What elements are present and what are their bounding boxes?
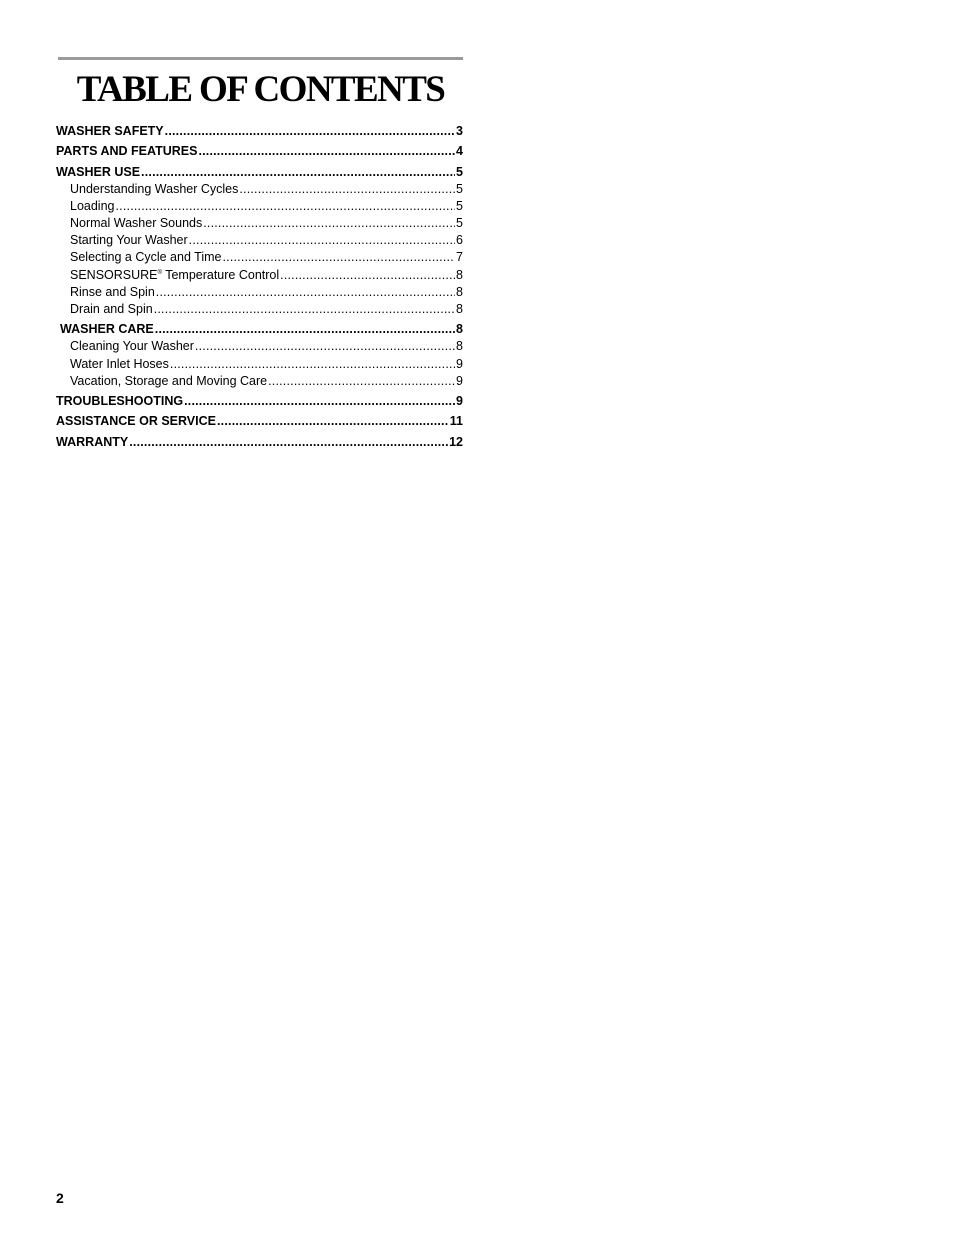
toc-entry-page: 5	[456, 165, 463, 179]
dot-leader	[154, 301, 455, 317]
toc-entry-label: PARTS AND FEATURES	[56, 144, 198, 158]
toc-entry-warranty[interactable]	[56, 434, 463, 450]
toc-entry-label: ASSISTANCE OR SERVICE	[56, 414, 216, 428]
toc-entry-label: Starting Your Washer	[70, 233, 188, 247]
toc-entry-label: TROUBLESHOOTING	[56, 394, 184, 408]
toc-entry-page: 9	[456, 357, 463, 371]
dot-leader	[156, 284, 455, 300]
toc-entry-page: 8	[456, 302, 463, 316]
toc-entry-label: Drain and Spin	[70, 302, 153, 316]
dot-leader	[129, 434, 448, 450]
toc-entry-label: Water Inlet Hoses	[70, 357, 169, 371]
toc-entry-page: 8	[456, 322, 463, 336]
toc-entry-selecting[interactable]	[56, 249, 463, 265]
toc-entry-starting[interactable]	[56, 232, 463, 248]
toc-entry-parts-and-features[interactable]	[56, 143, 463, 159]
toc-entry-page: 9	[456, 374, 463, 388]
toc-entry-page: 3	[456, 124, 463, 138]
toc-entry-label: WASHER USE	[56, 165, 141, 179]
toc-entry-label: Rinse and Spin	[70, 285, 155, 299]
toc-entry-label: Understanding Washer Cycles	[70, 182, 239, 196]
toc-entry-page: 8	[456, 268, 463, 282]
toc-entry-label: Selecting a Cycle and Time	[70, 250, 222, 264]
dot-leader	[170, 356, 455, 372]
dot-leader	[239, 181, 455, 197]
toc-entry-inlet-hoses[interactable]	[56, 356, 463, 372]
toc-entry-label-brand: SENSORSURE	[70, 268, 158, 282]
toc-entry-assistance[interactable]	[56, 413, 463, 429]
toc-entry-page: 4	[456, 144, 463, 158]
title-rule	[58, 57, 463, 60]
toc-entry-page: 6	[456, 233, 463, 247]
toc-entry-label: Normal Washer Sounds	[70, 216, 203, 230]
toc-entry-vacation[interactable]	[56, 373, 463, 389]
page-number: 2	[56, 1190, 64, 1206]
dot-leader	[184, 393, 455, 409]
toc-entry-loading[interactable]	[56, 198, 463, 214]
toc-entry-label	[70, 267, 279, 283]
toc-entry-page: 9	[456, 394, 463, 408]
dot-leader	[198, 143, 455, 159]
toc-entry-sensorsure[interactable]	[56, 267, 463, 283]
toc-entry-label: Loading	[70, 199, 115, 213]
toc-entry-label: WASHER SAFETY	[56, 124, 164, 138]
dot-leader	[141, 164, 455, 180]
toc-entry-page: 11	[449, 414, 463, 428]
dot-leader	[189, 232, 455, 248]
toc-entry-label-rest: Temperature Control	[161, 268, 280, 282]
dot-leader	[155, 321, 455, 337]
toc-entry-page: 12	[449, 435, 463, 449]
toc-entry-troubleshooting[interactable]	[56, 393, 463, 409]
toc-entry-page: 5	[456, 216, 463, 230]
dot-leader	[195, 338, 455, 354]
toc-entry-page: 5	[456, 199, 463, 213]
toc-entry-cleaning[interactable]	[56, 338, 463, 354]
dot-leader	[203, 215, 455, 231]
toc-entry-washer-use[interactable]	[56, 164, 463, 180]
dot-leader	[222, 249, 455, 265]
toc-entry-page: 5	[456, 182, 463, 196]
dot-leader	[280, 267, 455, 283]
registered-mark: ®	[157, 270, 162, 276]
toc-entry-page: 7	[456, 250, 463, 264]
toc-entry-understanding-cycles[interactable]	[56, 181, 463, 197]
toc-entry-label: Cleaning Your Washer	[70, 339, 194, 353]
dot-leader	[165, 123, 455, 139]
toc-entry-rinse-spin[interactable]	[56, 284, 463, 300]
toc-entry-washer-care[interactable]	[56, 321, 463, 337]
toc-entry-label: WARRANTY	[56, 435, 129, 449]
toc-entry-page: 8	[456, 339, 463, 353]
toc-entry-page: 8	[456, 285, 463, 299]
toc-entry-label: Vacation, Storage and Moving Care	[70, 374, 268, 388]
dot-leader	[116, 198, 456, 214]
toc-entry-label: WASHER CARE	[60, 322, 154, 336]
toc-entry-washer-safety[interactable]	[56, 123, 463, 139]
toc-entry-drain-spin[interactable]	[56, 301, 463, 317]
toc-entry-normal-sounds[interactable]	[56, 215, 463, 231]
dot-leader	[217, 413, 449, 429]
dot-leader	[268, 373, 455, 389]
page-title: TABLE OF CONTENTS	[76, 69, 445, 110]
